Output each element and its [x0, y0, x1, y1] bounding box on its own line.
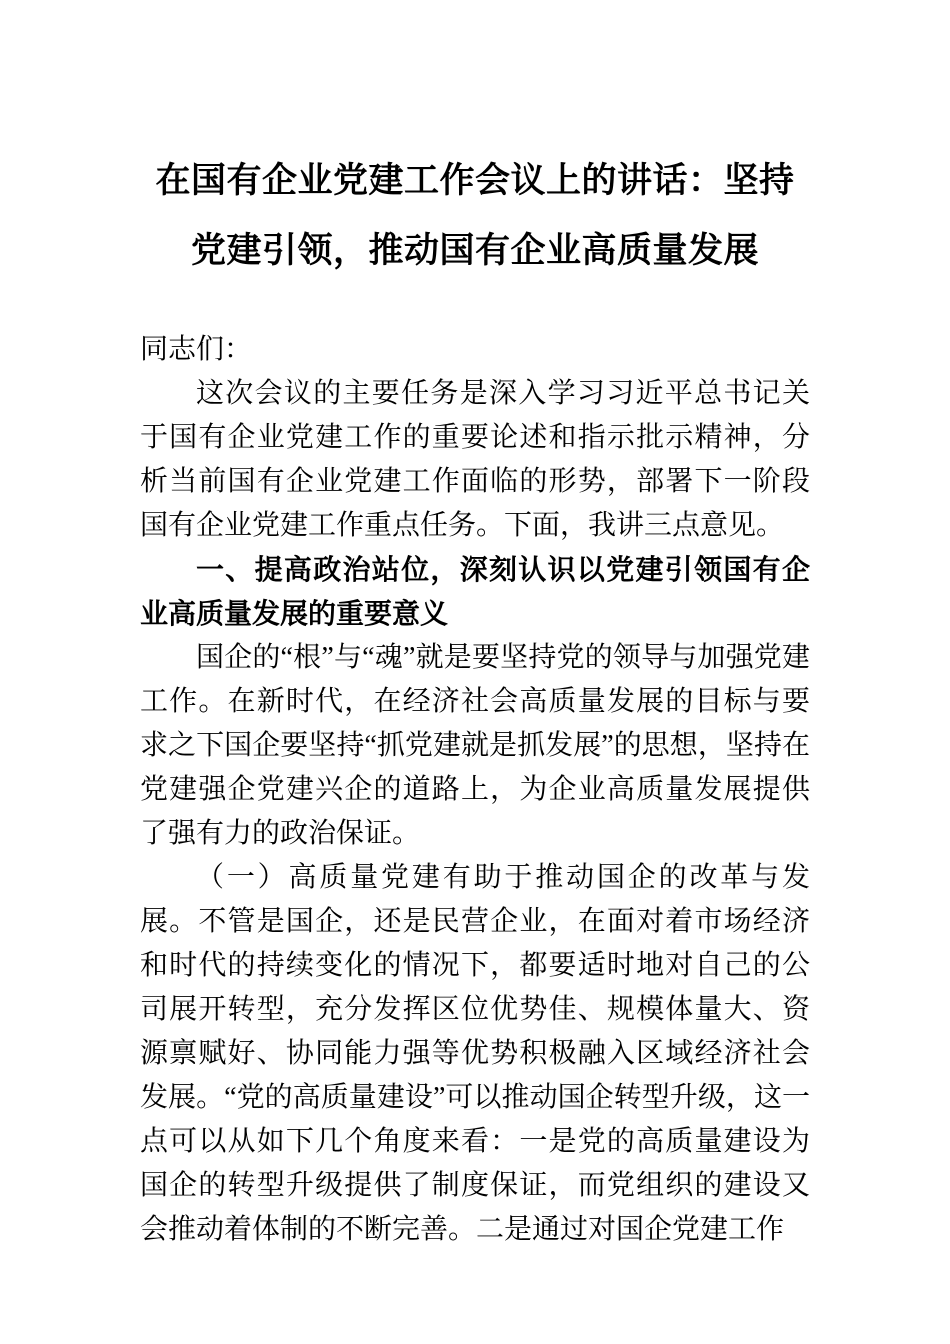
paragraph-section-1-point-1: （一）高质量党建有助于推动国企的改革与发展。不管是国企，还是民营企业，在面对着市场经济和时代的持续变化的情况下，都要适时地对自己的公司展开转型，充分发挥区位优势佳、规模体量大、资源禀赋好、协同能力强等优势积极融入区域经济社会发展。“党的高质量建设”可以推动国企转型升级，这一点可以从如下几个角度来看：一是党的高质量建设为国企的转型升级提供了制度保证，而党组织的建设又会推动着体制的不断完善。二是通过对国企党建工作 [140, 862, 810, 1245]
salutation: 同志们： [140, 334, 253, 365]
document-title: 在国有企业党建工作会议上的讲话：坚持党建引领，推动国有企业高质量发展 [155, 161, 795, 270]
document-body [140, 328, 810, 1252]
paragraph-intro: 这次会议的主要任务是深入学习习近平总书记关于国有企业党建工作的重要论述和指示批示精神，分析当前国有企业党建工作面临的形势，部署下一阶段国有企业党建工作重点任务。下面，我讲三点意见。 [140, 378, 810, 541]
paragraph-section-1-lead: 国企的“根”与“魂”就是要坚持党的领导与加强党建工作。在新时代，在经济社会高质量发展的目标与要求之下国企要坚持“抓党建就是抓发展”的思想，坚持在党建强企党建兴企的道路上，为企业高质量发展提供了强有力的政治保证。 [140, 642, 810, 849]
section-1-heading: 一、提高政治站位，深刻认识以党建引领国有企业高质量发展的重要意义 [140, 554, 810, 629]
